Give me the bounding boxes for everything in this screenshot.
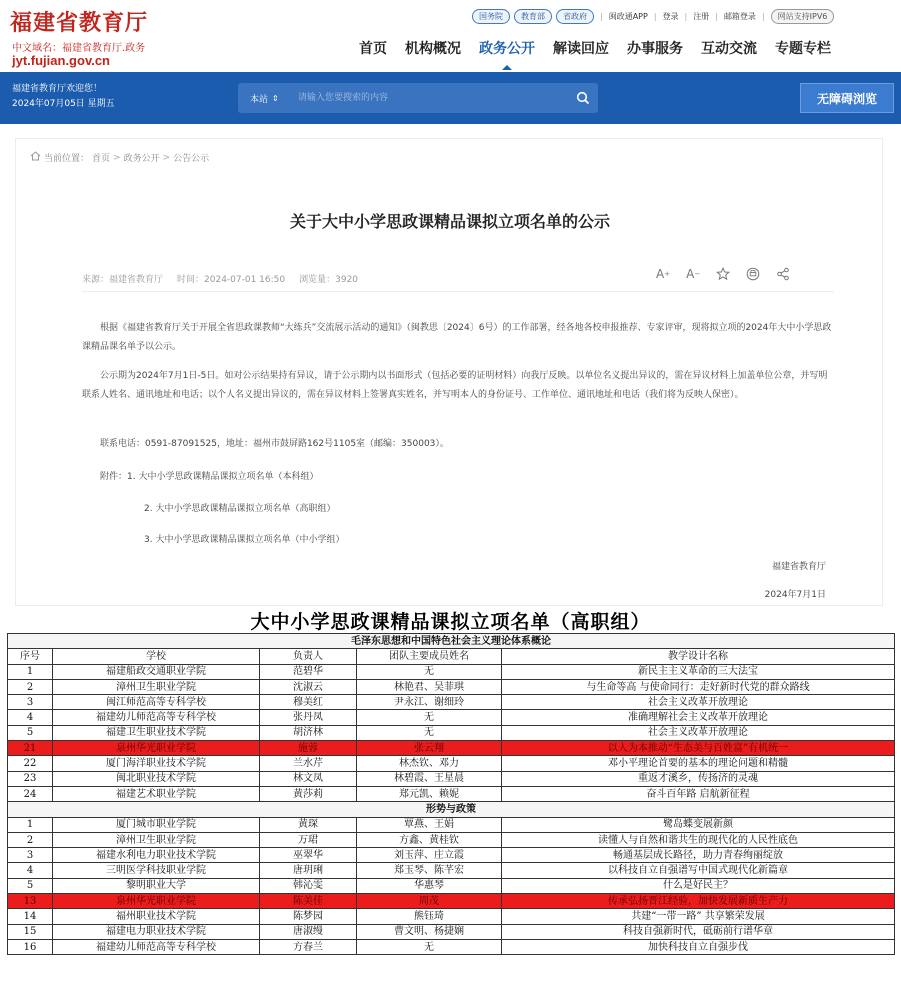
signature: 福建省教育厅	[771, 562, 826, 572]
breadcrumb-gov-affairs[interactable]: 政务公开	[123, 154, 160, 164]
updown-arrow-icon: ⇕	[272, 93, 279, 103]
cell-design: 以科技自立自强谱写中国式现代化新篇章	[502, 863, 895, 878]
ipv6-badge: 网站支持IPV6	[771, 9, 835, 24]
search-bar-band	[0, 72, 901, 124]
cell-leader: 沈淑云	[260, 679, 357, 694]
home-icon	[30, 151, 41, 164]
meta-divider	[82, 291, 834, 292]
search-scope-select[interactable]	[238, 92, 298, 105]
cell-school: 福建电力职业技术学院	[53, 924, 260, 939]
cell-team: 无	[357, 710, 502, 725]
breadcrumb-separator: >	[113, 152, 121, 163]
pill-ministry-education[interactable]: 教育部	[514, 9, 552, 24]
table-body	[8, 634, 895, 955]
article-meta	[82, 272, 358, 285]
article-panel	[15, 138, 883, 606]
article-title: 关于大中小学思政课精品课拟立项名单的公示	[289, 212, 610, 231]
accessibility-button[interactable]: 无障碍浏览	[800, 83, 894, 113]
cell-team: 刘玉萍、庄立霞	[357, 848, 502, 863]
cell-design: 奋斗百年路 启航新征程	[502, 786, 895, 801]
cell-leader: 穆美红	[260, 695, 357, 710]
divider: |	[684, 11, 688, 21]
share-icon[interactable]	[776, 267, 790, 281]
pill-state-council[interactable]: 国务院	[472, 9, 510, 24]
logo-domain: jyt.fujian.gov.cn	[12, 53, 110, 68]
cell-leader: 黄琛	[260, 817, 357, 832]
cell-team: 方鑫、黄桂钦	[357, 832, 502, 847]
breadcrumb-label: 当前位置：	[44, 154, 90, 164]
breadcrumb-separator: >	[162, 152, 171, 163]
col-header-design: 教学设计名称	[502, 649, 895, 664]
cell-design: 以人为本推动“生态美与百姓富”有机统一	[502, 741, 895, 756]
cell-school: 福建船政交通职业学院	[53, 664, 260, 679]
cell-index: 4	[8, 710, 53, 725]
table-row	[8, 924, 895, 939]
link-register[interactable]: 注册	[693, 11, 710, 21]
cell-team: 郑元凯、赖妮	[357, 786, 502, 801]
cell-leader: 林文凤	[260, 771, 357, 786]
welcome-block	[12, 82, 115, 112]
attachment-1[interactable]: 附件：1. 大中小学思政课精品课拟立项名单（本科组）	[100, 472, 319, 482]
cell-leader: 唐淑缦	[260, 924, 357, 939]
cell-design: 重返才溪乡，传扬济的灵魂	[502, 771, 895, 786]
cell-school: 泉州华光职业学院	[53, 741, 260, 756]
table-header-row	[8, 649, 895, 664]
table-row	[8, 756, 895, 771]
article-views: 浏览量：3920	[299, 275, 359, 285]
cell-leader: 方春兰	[260, 939, 357, 954]
cell-team: 无	[357, 664, 502, 679]
cell-index: 1	[8, 817, 53, 832]
cell-school: 泉州华光职业学院	[53, 894, 260, 909]
search-input[interactable]	[298, 87, 568, 109]
breadcrumb	[30, 151, 209, 164]
breadcrumb-home[interactable]: 首页	[92, 154, 111, 164]
logo-chinese-domain: 中文域名：福建省教育厅.政务	[12, 43, 146, 54]
cell-design: 社会主义改革开放理论	[502, 725, 895, 740]
cell-index: 16	[8, 939, 53, 954]
cell-leader: 唐玥琍	[260, 863, 357, 878]
table-row	[8, 771, 895, 786]
table-row	[8, 695, 895, 710]
cell-index: 3	[8, 695, 53, 710]
section-title: 毛泽东思想和中国特色社会主义理论体系概论	[8, 634, 895, 649]
pill-province-gov[interactable]: 省政府	[556, 9, 594, 24]
link-app[interactable]: 闽政通APP	[608, 11, 648, 21]
cell-leader: 巫翠华	[260, 848, 357, 863]
cell-index: 4	[8, 863, 53, 878]
section-header-row	[8, 802, 895, 817]
attachment-3[interactable]: 3. 大中小学思政课精品课拟立项名单（中小学组）	[144, 535, 345, 545]
cell-school: 福建幼儿师范高等专科学校	[53, 939, 260, 954]
cell-school: 厦门城市职业学院	[53, 817, 260, 832]
table-row	[8, 909, 895, 924]
section-header-row	[8, 634, 895, 649]
cell-school: 漳州卫生职业学院	[53, 679, 260, 694]
col-header-team: 团队主要成员姓名	[357, 649, 502, 664]
cell-design: 新民主主义革命的三大法宝	[502, 664, 895, 679]
search-icon[interactable]	[568, 91, 598, 105]
table-row	[8, 878, 895, 893]
section-title: 形势与政策	[8, 802, 895, 817]
cell-team: 林艳君、吴菲琪	[357, 679, 502, 694]
divider: |	[761, 11, 765, 21]
link-mail-login[interactable]: 邮箱登录	[723, 11, 756, 21]
table-row	[8, 939, 895, 954]
table-row	[8, 664, 895, 679]
cell-school: 漳州卫生职业学院	[53, 832, 260, 847]
table-row	[8, 848, 895, 863]
cell-index: 15	[8, 924, 53, 939]
cell-leader: 范碧华	[260, 664, 357, 679]
cell-index: 2	[8, 832, 53, 847]
cell-team: 熊钰琦	[357, 909, 502, 924]
cell-school: 厦门海洋职业技术学院	[53, 756, 260, 771]
link-login[interactable]: 登录	[662, 11, 679, 21]
cell-index: 14	[8, 909, 53, 924]
divider: |	[653, 11, 657, 21]
breadcrumb-notices[interactable]: 公告公示	[173, 154, 210, 164]
print-icon[interactable]	[746, 267, 760, 281]
table-row	[8, 741, 895, 756]
table-row	[8, 832, 895, 847]
table-row	[8, 679, 895, 694]
cell-index: 23	[8, 771, 53, 786]
cell-index: 3	[8, 848, 53, 863]
cell-design: 科技自强新时代，砥砺前行谱华章	[502, 924, 895, 939]
cell-leader: 黄莎莉	[260, 786, 357, 801]
cell-school: 闽北职业技术学院	[53, 771, 260, 786]
nav-organization[interactable]: 机构概况	[405, 41, 461, 57]
article-source: 来源：福建省教育厅	[82, 275, 164, 285]
article-time: 时间：2024-07-01 16:50	[177, 275, 286, 285]
table-row	[8, 725, 895, 740]
site-logo[interactable]: 福建省教育厅	[10, 10, 149, 36]
sign-date: 2024年7月1日	[764, 590, 826, 600]
list-title: 大中小学思政课精品课拟立项名单（高职组）	[250, 611, 651, 633]
nav-home[interactable]: 首页	[359, 41, 387, 57]
cell-design: 什么是好民主？	[502, 878, 895, 893]
site-header	[0, 0, 901, 72]
cell-team: 无	[357, 939, 502, 954]
cell-index: 24	[8, 786, 53, 801]
cell-school: 黎明职业大学	[53, 878, 260, 893]
paragraph-notice: 公示期为2024年7月1日-5日。如对公示结果持有异议，请于公示期内以书面形式（包括必要的证明材料）向我厅反映。以单位名义提出异议的，需在异议材料上加盖单位公章，并写明联系人姓名、通讯地址和电话；以个人名义提出异议的，需在异议材料上签署真实姓名，并写明本人的身份证号、工作单位、通讯地址和电话（我们将为反映人保密）。	[82, 371, 828, 400]
nav-interaction[interactable]: 互动交流	[701, 41, 757, 57]
divider: |	[715, 11, 718, 21]
cell-index: 2	[8, 679, 53, 694]
main-nav	[350, 38, 840, 66]
table-row	[8, 710, 895, 725]
cell-leader: 张丹凤	[260, 710, 357, 725]
cell-school: 福建艺术职业学院	[53, 786, 260, 801]
star-icon[interactable]	[716, 267, 730, 281]
cell-leader: 兰水芹	[260, 756, 357, 771]
cell-design: 读懂人与自然和谐共生的现代化的人民性底色	[502, 832, 895, 847]
cell-leader: 万珺	[260, 832, 357, 847]
cell-leader: 陈美佳	[260, 894, 357, 909]
article-tools	[656, 267, 790, 281]
cell-school: 三明医学科技职业学院	[53, 863, 260, 878]
cell-team: 郑玉琴、陈芊宏	[357, 863, 502, 878]
current-date: 2024年07月05日 星期五	[12, 99, 115, 109]
cell-design: 准确理解社会主义改革开放理论	[502, 710, 895, 725]
cell-team: 林杰钦、邓力	[357, 756, 502, 771]
cell-design: 社会主义改革开放理论	[502, 695, 895, 710]
cell-design: 畅通基层成长路径，助力青春绚丽绽放	[502, 848, 895, 863]
cell-index: 22	[8, 756, 53, 771]
cell-team: 尹永江、谢细玲	[357, 695, 502, 710]
cell-team: 周茂	[357, 894, 502, 909]
paragraph-contact: 联系电话：0591-87091525，地址：福州市鼓屏路162号1105室（邮编：350003）。	[100, 439, 449, 449]
top-links-bar	[472, 8, 834, 24]
search-scope-label: 本站	[250, 94, 269, 105]
cell-leader: 陈梦园	[260, 909, 357, 924]
cell-team: 无	[357, 725, 502, 740]
nav-services[interactable]: 办事服务	[627, 41, 683, 57]
cell-school: 福州职业技术学院	[53, 909, 260, 924]
divider: |	[600, 11, 603, 21]
cell-design: 邓小平理论首要的基本的理论问题和精髓	[502, 756, 895, 771]
cell-team: 覃燕、王娟	[357, 817, 502, 832]
cell-index: 5	[8, 725, 53, 740]
col-header-index: 序号	[8, 649, 53, 664]
cell-team: 华惠琴	[357, 878, 502, 893]
project-list-table	[7, 633, 895, 955]
cell-index: 21	[8, 741, 53, 756]
welcome-text: 福建省教育厅欢迎您！	[12, 84, 103, 94]
cell-school: 福建幼儿师范高等专科学校	[53, 710, 260, 725]
table-row	[8, 817, 895, 832]
font-decrease-icon[interactable]: A −	[686, 267, 701, 281]
nav-interpretation[interactable]: 解读回应	[553, 41, 609, 57]
cell-team: 曹文明、杨捷娴	[357, 924, 502, 939]
cell-leader: 施蓉	[260, 741, 357, 756]
cell-index: 5	[8, 878, 53, 893]
cell-leader: 胡济林	[260, 725, 357, 740]
search-box	[238, 83, 598, 113]
cell-design: 传承弘扬晋江经验，加快发展新质生产力	[502, 894, 895, 909]
cell-school: 福建水利电力职业技术学院	[53, 848, 260, 863]
nav-topics[interactable]: 专题专栏	[775, 41, 831, 57]
attachment-2[interactable]: 2. 大中小学思政课精品课拟立项名单（高职组）	[144, 504, 336, 514]
cell-design: 加快科技自立自强步伐	[502, 939, 895, 954]
nav-gov-affairs[interactable]: 政务公开	[470, 38, 544, 66]
cell-school: 闽江师范高等专科学校	[53, 695, 260, 710]
cell-team: 张云翔	[357, 741, 502, 756]
table-row	[8, 786, 895, 801]
cell-design: 共建“一带一路” 共享繁荣发展	[502, 909, 895, 924]
cell-design: 鹭岛蝶变展新颜	[502, 817, 895, 832]
table-row	[8, 894, 895, 909]
paragraph-intro: 根据《福建省教育厅关于开展全省思政课教师“大练兵”交流展示活动的通知》（闽教思〔2024〕6号）的工作部署，经各地各校申报推荐、专家评审，现将拟立项的2024年大中小学思政课精品课名单予以公示。	[82, 323, 832, 352]
font-increase-icon[interactable]: A +	[656, 267, 671, 281]
cell-school: 福建卫生职业技术学院	[53, 725, 260, 740]
col-header-school: 学校	[53, 649, 260, 664]
cell-team: 林碧霞、王星晨	[357, 771, 502, 786]
col-header-leader: 负责人	[260, 649, 357, 664]
cell-design: 与生命等高 与使命同行：走好新时代党的群众路线	[502, 679, 895, 694]
cell-index: 13	[8, 894, 53, 909]
cell-index: 1	[8, 664, 53, 679]
cell-leader: 韩沁雯	[260, 878, 357, 893]
table-row	[8, 863, 895, 878]
